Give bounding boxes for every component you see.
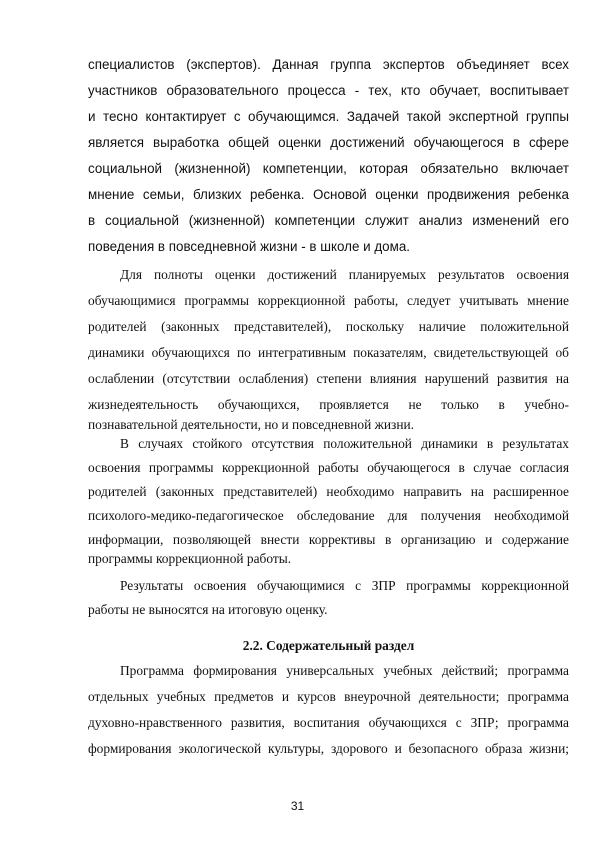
text-line: родителей (законных представителей) необходимо направить на расширенное xyxy=(88,484,569,499)
paragraph-parents-opinion xyxy=(88,262,569,438)
text-line: психолого-медико-педагогическое обследование для получения необходимой xyxy=(88,508,569,523)
text-line: динамики обучающихся по интегративным показателям, свидетельствующей об xyxy=(88,345,569,360)
paragraph-expert-group xyxy=(88,52,569,260)
text-line: жизнедеятельность обучающихся, проявляется не только в учебно- xyxy=(88,397,569,412)
paragraph-negative-dynamics xyxy=(88,432,569,572)
text-line: и тесно контактирует с обучающимся. Задачей такой экспертной группы xyxy=(88,109,569,124)
text-line: специалистов (экспертов). Данная группа экспертов объединяет всех xyxy=(88,57,569,72)
text-line: информации, позволяющей внести коррективы в организацию и содержание xyxy=(88,532,569,547)
text-line: духовно-нравственного развития, воспитания обучающихся с ЗПР; программа xyxy=(88,715,569,730)
text-line: отдельных учебных предметов и курсов внеурочной деятельности; программа xyxy=(88,689,569,704)
paragraph-programs xyxy=(88,658,569,762)
text-line: поведения в повседневной жизни - в школе и дома. xyxy=(88,239,410,254)
text-line: родителей (законных представителей), поскольку наличие положительной xyxy=(88,319,569,334)
page-number: 31 xyxy=(290,799,305,813)
text-line: участников образовательного процесса - тех, кто обучает, воспитывает xyxy=(88,83,569,98)
section-heading: 2.2. Содержательный раздел xyxy=(242,638,415,653)
text-line: В случаях стойкого отсутствия положительной динамики в результатах xyxy=(120,436,569,451)
text-line: работы не выносятся на итоговую оценку. xyxy=(88,602,328,617)
text-line: освоения программы коррекционной работы обучающегося в случае согласия xyxy=(88,460,569,475)
text-line: в социальной (жизненной) компетенции служит анализ изменений его xyxy=(88,213,569,228)
text-line: ослаблении (отсутствии ослабления) степени влияния нарушений развития на xyxy=(88,371,569,386)
text-line: Для полноты оценки достижений планируемых результатов освоения xyxy=(120,267,569,282)
text-line: социальной (жизненной) компетенции, которая обязательно включает xyxy=(88,161,569,176)
text-line: Программа формирования универсальных учебных действий; программа xyxy=(120,663,569,678)
text-line: программы коррекционной работы. xyxy=(88,552,292,566)
text-line: обучающимися программы коррекционной работы, следует учитывать мнение xyxy=(88,293,569,308)
text-line: Результаты освоения обучающимися с ЗПР программы коррекционной xyxy=(120,578,569,593)
text-line: познавательной деятельности, но и повседневной жизни. xyxy=(88,418,415,432)
text-line: является выработка общей оценки достижений обучающегося в сфере xyxy=(88,135,569,150)
text-line: формирования экологической культуры, здорового и безопасного образа жизни; xyxy=(88,741,569,756)
paragraph-results xyxy=(88,576,569,624)
text-line: мнение семьи, близких ребенка. Основой оценки продвижения ребенка xyxy=(88,187,569,202)
